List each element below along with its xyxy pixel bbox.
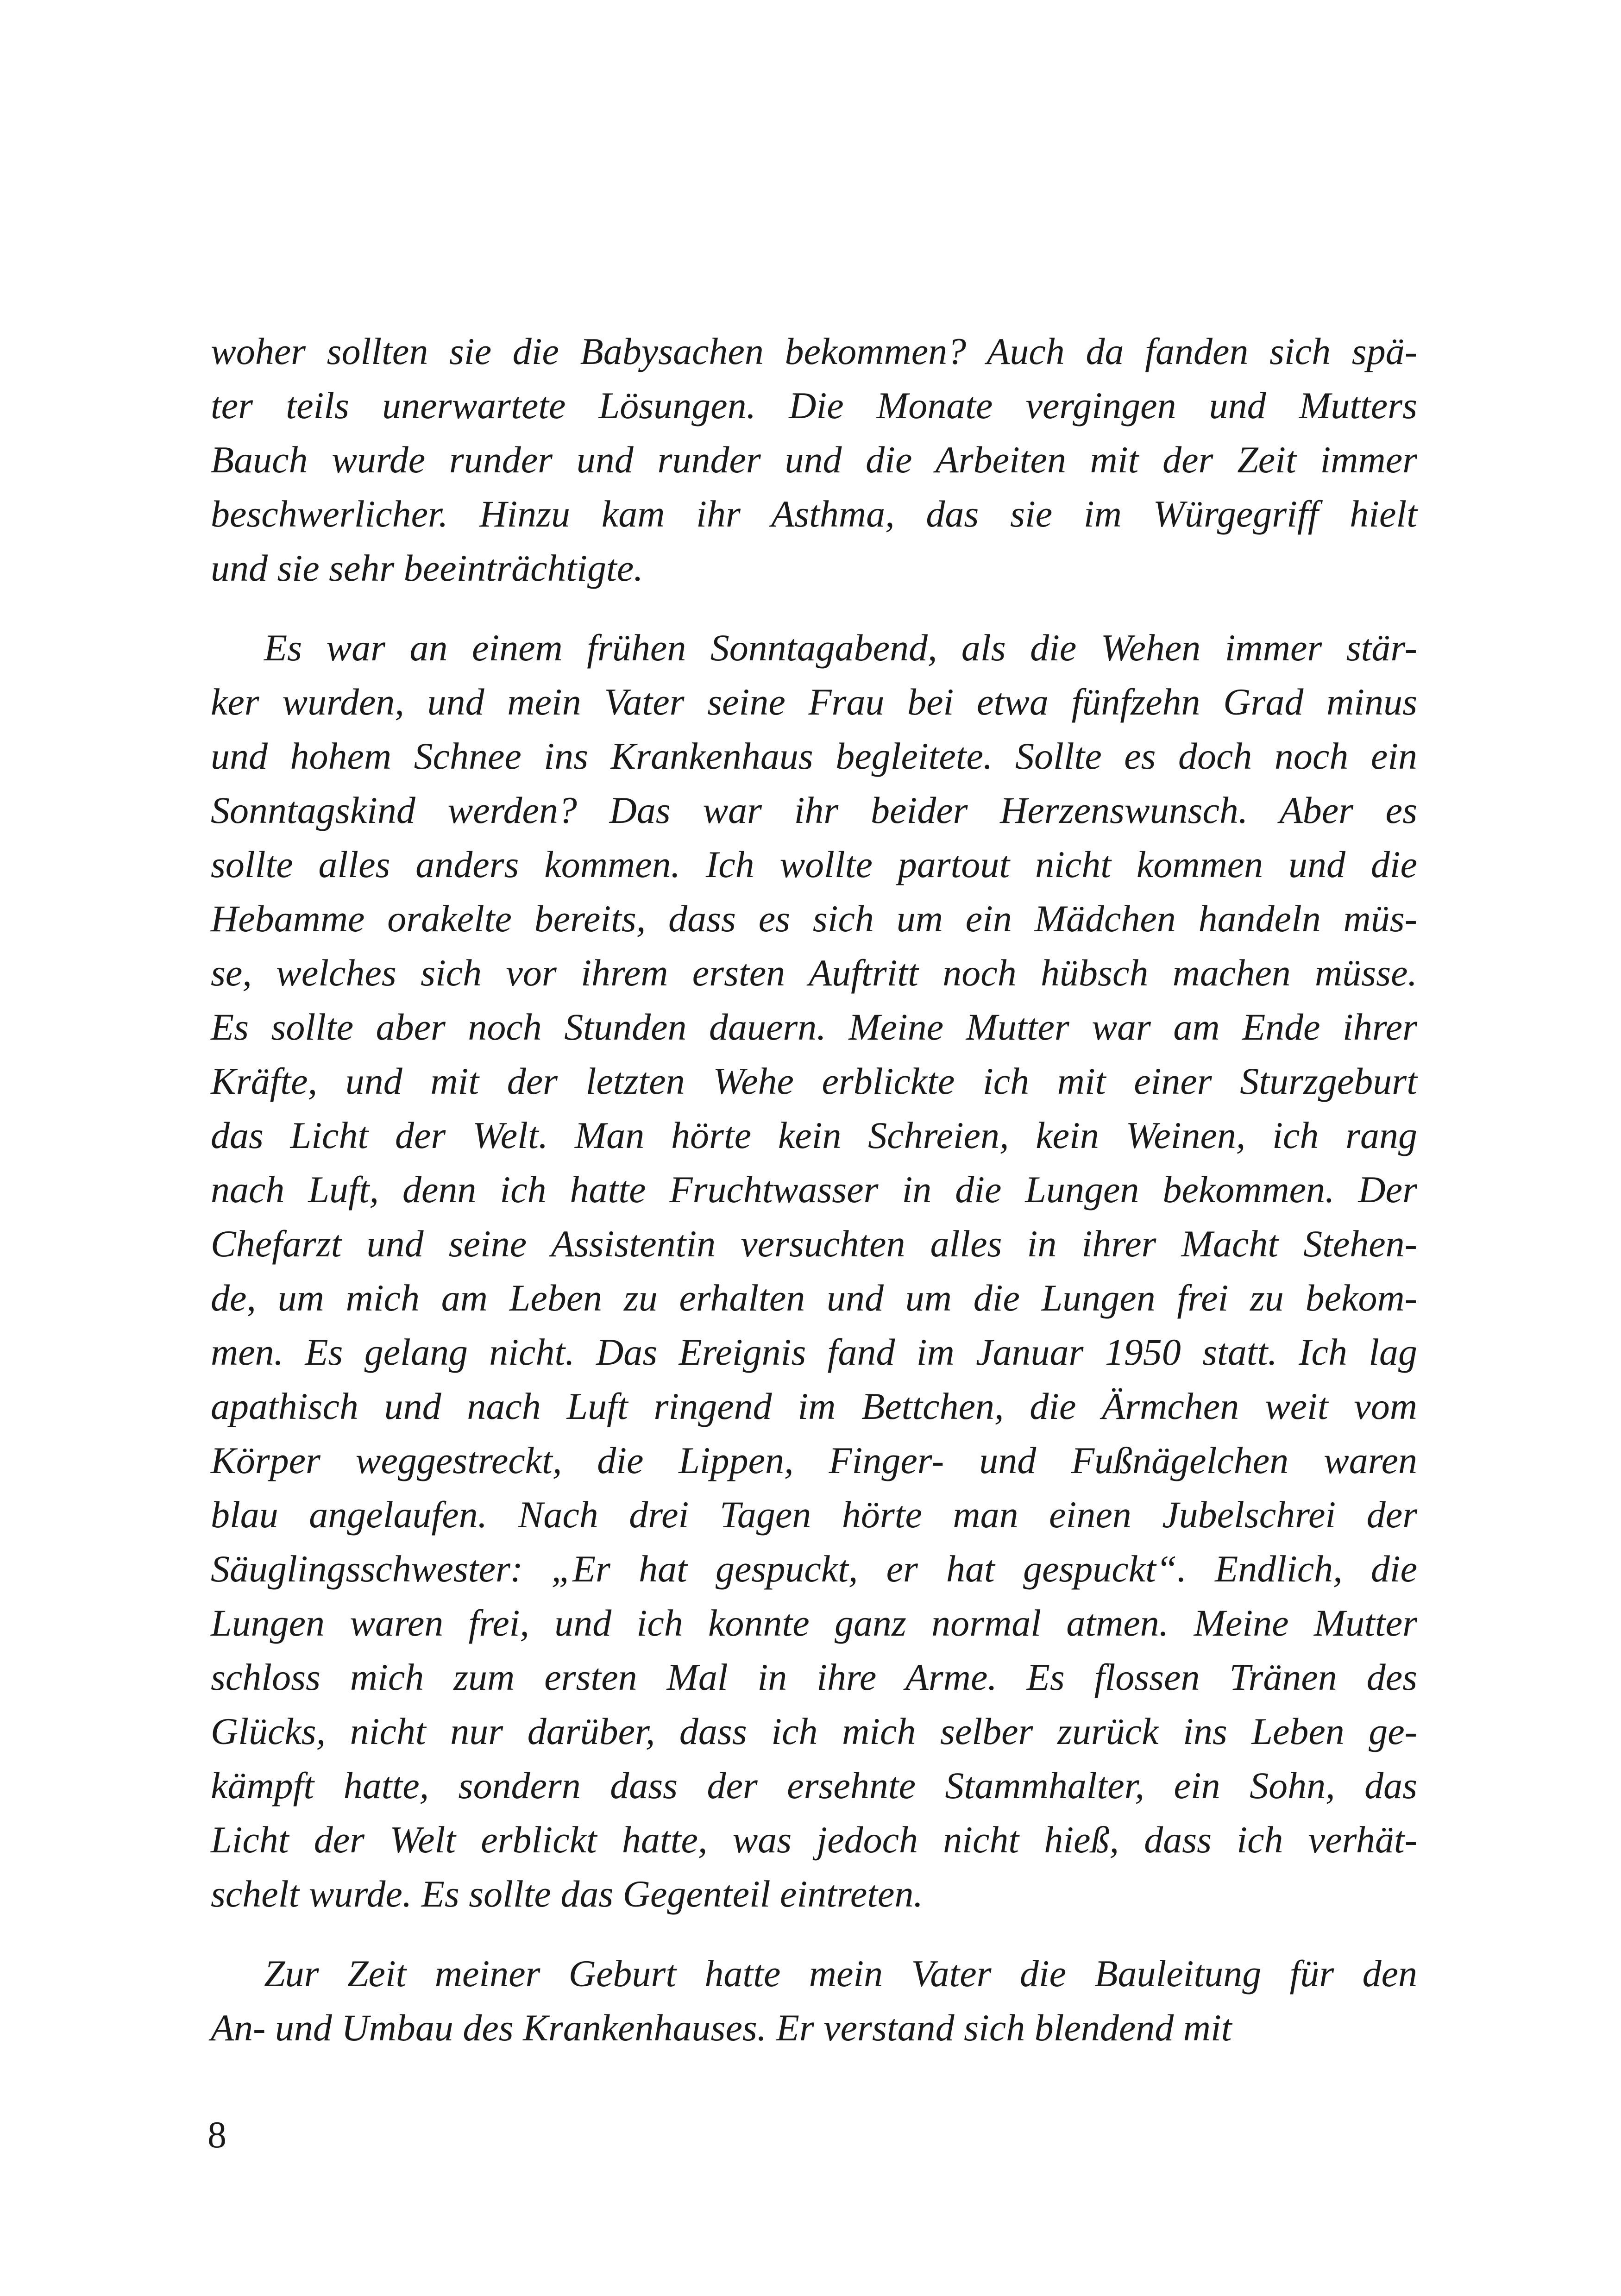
text-line: Es war an einem frühen Sonntagabend, als die Wehen immer stär- — [264, 627, 1417, 669]
text-line: sollte alles anders kommen. Ich wollte partout nicht kommen und die — [211, 843, 1417, 885]
text-line: kämpft hatte, sondern dass der ersehnte Stammhalter, ein Sohn, das — [211, 1764, 1417, 1807]
text-line: An- und Umbau des Krankenhauses. Er verstand sich blendend mit — [211, 2007, 1232, 2049]
text-line: Es sollte aber noch Stunden dauern. Meine Mutter war am Ende ihrer — [211, 1006, 1417, 1048]
body-text — [211, 324, 1417, 2055]
text-line: schloss mich zum ersten Mal in ihre Arme. Es flossen Tränen des — [211, 1656, 1417, 1698]
page-number: 8 — [207, 2114, 226, 2156]
text-line: Körper weggestreckt, die Lippen, Finger- und Fußnägelchen waren — [211, 1439, 1417, 1481]
paragraph — [211, 621, 1417, 1921]
text-line: ker wurden, und mein Vater seine Frau bei etwa fünfzehn Grad minus — [211, 681, 1417, 723]
text-line: Glücks, nicht nur darüber, dass ich mich selber zurück ins Leben ge- — [211, 1710, 1417, 1752]
text-line: blau angelaufen. Nach drei Tagen hörte man einen Jubelschrei der — [211, 1493, 1417, 1536]
paragraph — [211, 324, 1417, 595]
text-line: schelt wurde. Es sollte das Gegenteil eintreten. — [211, 1873, 923, 1915]
text-line: woher sollten sie die Babysachen bekommen? Auch da fanden sich spä- — [211, 330, 1417, 372]
text-line: ter teils unerwartete Lösungen. Die Monate vergingen und Mutters — [211, 384, 1417, 427]
paragraph-gap — [211, 1921, 1417, 1946]
text-line: men. Es gelang nicht. Das Ereignis fand im Januar 1950 statt. Ich lag — [211, 1331, 1417, 1373]
text-line: Sonntagskind werden? Das war ihr beider Herzenswunsch. Aber es — [211, 789, 1417, 831]
text-line: de, um mich am Leben zu erhalten und um die Lungen frei zu bekom- — [211, 1277, 1417, 1319]
text-line: nach Luft, denn ich hatte Fruchtwasser in die Lungen bekommen. Der — [211, 1168, 1417, 1211]
text-line: Chefarzt und seine Assistentin versuchten alles in ihrer Macht Stehen- — [211, 1223, 1417, 1265]
text-line: apathisch und nach Luft ringend im Bettchen, die Ärmchen weit vom — [211, 1385, 1417, 1427]
text-line: Zur Zeit meiner Geburt hatte mein Vater die Bauleitung für den — [264, 1952, 1417, 1995]
text-line: se, welches sich vor ihrem ersten Auftritt noch hübsch machen müsse. — [211, 952, 1417, 994]
text-line: und hohem Schnee ins Krankenhaus begleitete. Sollte es doch noch ein — [211, 735, 1417, 777]
text-line: und sie sehr beeinträchtigte. — [211, 547, 643, 589]
text-line: Lungen waren frei, und ich konnte ganz normal atmen. Meine Mutter — [211, 1602, 1417, 1644]
paragraph — [211, 1946, 1417, 2055]
text-line: Kräfte, und mit der letzten Wehe erblickte ich mit einer Sturzgeburt — [211, 1060, 1417, 1102]
text-line: Bauch wurde runder und runder und die Arbeiten mit der Zeit immer — [211, 439, 1417, 481]
text-line: Hebamme orakelte bereits, dass es sich um ein Mädchen handeln müs- — [211, 897, 1417, 940]
text-line: beschwerlicher. Hinzu kam ihr Asthma, das sie im Würgegriff hielt — [211, 493, 1417, 535]
text-line: das Licht der Welt. Man hörte kein Schreien, kein Weinen, ich rang — [211, 1114, 1417, 1156]
paragraph-gap — [211, 595, 1417, 621]
text-line: Säuglingsschwester: „Er hat gespuckt, er hat gespuckt“. Endlich, die — [211, 1548, 1417, 1590]
text-line: Licht der Welt erblickt hatte, was jedoch nicht hieß, dass ich verhät- — [211, 1819, 1417, 1861]
